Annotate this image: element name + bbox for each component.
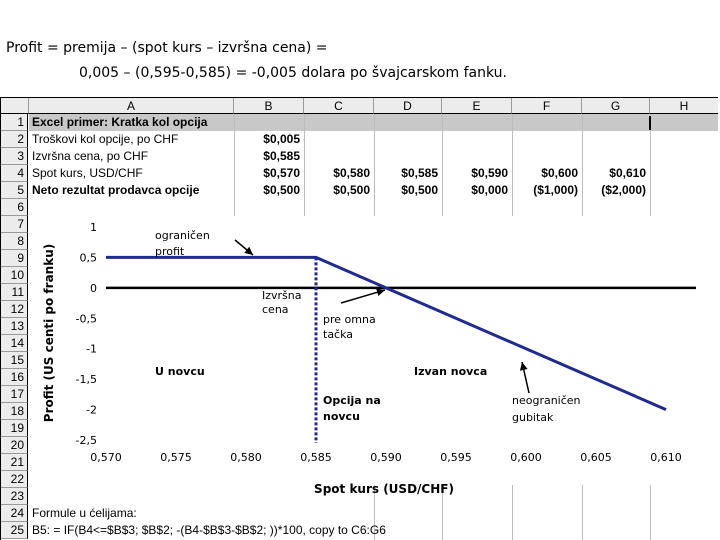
row-header-20[interactable]: 20 [1, 437, 28, 454]
row-header-13[interactable]: 13 [1, 318, 28, 335]
y-tick-label: 0 [90, 281, 97, 295]
cell-a25[interactable]: B5: = IF(B4<=$B$3; $B$2; -(B4-$B$3-$B$2; ))*100, copy to C6:G6 [32, 523, 386, 537]
arrow-unlimited-loss-head [520, 362, 528, 371]
row-header-7[interactable]: 7 [1, 216, 28, 233]
cell-b4[interactable]: $0,570 [263, 166, 300, 180]
y-tick-label: -1 [86, 342, 97, 356]
x-tick-label: 0,570 [90, 451, 122, 464]
row-header-11[interactable]: 11 [1, 284, 28, 301]
y-tick-label: -0,5 [75, 312, 97, 326]
cell-a1[interactable]: Excel primer: Kratka kol opcija [32, 115, 208, 129]
row-header-17[interactable]: 17 [1, 386, 28, 403]
row-header-19[interactable]: 19 [1, 420, 28, 437]
row-header-6[interactable]: 6 [1, 199, 28, 216]
column-header-c[interactable]: C [304, 98, 374, 114]
row-header-1[interactable]: 1 [1, 114, 28, 131]
y-tick-label: -2 [86, 403, 97, 417]
header-line-1: Profit = premija – (spot kurs – izvršna cena) = [6, 40, 328, 56]
y-tick-label: 0,5 [79, 251, 97, 265]
column-header-a[interactable]: A [29, 98, 234, 114]
x-tick-label: 0,590 [370, 451, 402, 464]
row-header-24[interactable]: 24 [1, 505, 28, 522]
annotation-limited-profit: profit [155, 245, 185, 258]
column-header-g[interactable]: G [582, 98, 650, 114]
annotation-unlimited-loss: neograničen [512, 394, 581, 407]
y-axis-label: Profit (US centi po franku) [42, 243, 56, 423]
payoff-chart [1, 98, 718, 540]
cell-f4[interactable]: $0,600 [541, 166, 578, 180]
y-tick-label: -2,5 [75, 434, 97, 447]
row-header-16[interactable]: 16 [1, 369, 28, 386]
annotation-at-the-money: novcu [323, 410, 360, 423]
column-header-e[interactable]: E [442, 98, 512, 114]
annotation-unlimited-loss: gubitak [512, 411, 554, 424]
column-header-f[interactable]: F [512, 98, 582, 114]
y-tick-label: 1 [90, 221, 97, 234]
row-header-23[interactable]: 23 [1, 488, 28, 505]
cell-e4[interactable]: $0,590 [471, 166, 508, 180]
column-header-h[interactable]: H [650, 98, 718, 114]
spreadsheet [0, 97, 718, 540]
x-tick-label: 0,580 [230, 451, 262, 464]
row-header-21[interactable]: 21 [1, 454, 28, 471]
cell-g5[interactable]: ($2,000) [601, 183, 646, 197]
annotation-limited-profit: ograničen [155, 229, 210, 242]
column-header-d[interactable]: D [374, 98, 442, 114]
x-tick-label: 0,595 [440, 451, 472, 464]
x-tick-label: 0,585 [300, 451, 332, 464]
row-header-9[interactable]: 9 [1, 250, 28, 267]
annotation-strike-price: Izvršna [262, 289, 302, 302]
row-header-2[interactable]: 2 [1, 131, 28, 148]
row-header-5[interactable]: 5 [1, 182, 28, 199]
row-header-12[interactable]: 12 [1, 301, 28, 318]
row-header-18[interactable]: 18 [1, 403, 28, 420]
cell-d5[interactable]: $0,500 [401, 183, 438, 197]
annotation-breakeven: tačka [323, 328, 354, 341]
annotation-breakeven: pre omna [323, 313, 376, 326]
cell-b5[interactable]: $0,500 [263, 183, 300, 197]
y-tick-label: -1,5 [75, 373, 97, 387]
cell-a2[interactable]: Troškovi kol opcije, po CHF [32, 132, 179, 146]
cell-a4[interactable]: Spot kurs, USD/CHF [32, 166, 143, 180]
header-line-2: 0,005 – (0,595-0,585) = -0,005 dolara po švajcarskom fanku. [79, 65, 507, 81]
annotation-in-the-money: U novcu [155, 365, 205, 378]
cell-g4[interactable]: $0,610 [609, 166, 646, 180]
x-tick-label: 0,605 [580, 451, 612, 464]
column-header-b[interactable]: B [234, 98, 304, 114]
payoff-line [106, 257, 666, 409]
cell-f5[interactable]: ($1,000) [533, 183, 578, 197]
annotation-strike-price: cena [262, 303, 289, 316]
row-header-10[interactable]: 10 [1, 267, 28, 284]
cell-c4[interactable]: $0,580 [333, 166, 370, 180]
cell-b2[interactable]: $0,005 [263, 132, 300, 146]
cell-a24[interactable]: Formule u ćelijama: [32, 506, 137, 520]
annotation-at-the-money: Opcija na [323, 394, 381, 407]
row-header-3[interactable]: 3 [1, 148, 28, 165]
row-header-8[interactable]: 8 [1, 233, 28, 250]
x-tick-label: 0,610 [650, 451, 682, 464]
cell-a3[interactable]: Izvršna cena, po CHF [32, 149, 149, 163]
row-header-15[interactable]: 15 [1, 352, 28, 369]
cell-d4[interactable]: $0,585 [401, 166, 438, 180]
x-tick-label: 0,600 [510, 451, 542, 464]
row-header-25[interactable]: 25 [1, 522, 28, 539]
cell-e5[interactable]: $0,000 [471, 183, 508, 197]
cell-b3[interactable]: $0,585 [263, 149, 300, 163]
x-axis-label: Spot kurs (USD/CHF) [314, 482, 454, 496]
row-header-14[interactable]: 14 [1, 335, 28, 352]
cell-a5[interactable]: Neto rezultat prodavca opcije [32, 183, 200, 197]
annotation-out-of-the-money: Izvan novca [414, 365, 488, 378]
cell-c5[interactable]: $0,500 [333, 183, 370, 197]
x-tick-label: 0,575 [160, 451, 192, 464]
row-header-4[interactable]: 4 [1, 165, 28, 182]
row-header-22[interactable]: 22 [1, 471, 28, 488]
